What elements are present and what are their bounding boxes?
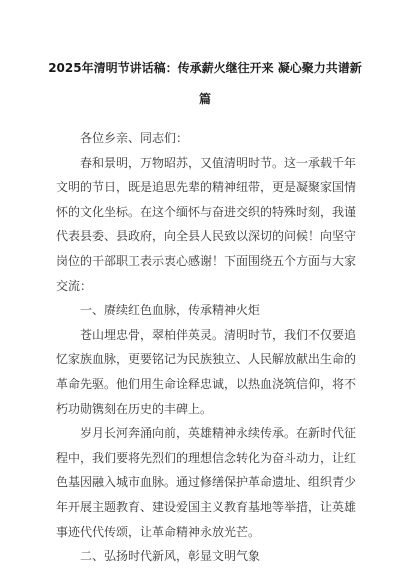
title-line-1: 2025年清明节讲话稿：传承薪火继往开来 凝心聚力共谱新 (48, 61, 362, 75)
section-heading-2: 二、弘扬时代新风，彰显文明气象 (80, 549, 261, 564)
section-heading-1: 一、赓续红色血脉，传承精神火炬 (80, 303, 261, 318)
greeting: 各位乡亲、同志们： (80, 131, 189, 145)
paragraph-section1-a: 苍山埋忠骨，翠柏伴英灵。清明时节，我们不仅要追忆家族血脉，更要铭记为民族独立、人民解放献出生命的革命先驱。他们用生命诠释忠诚，以热血浇筑信仰，将不朽功勋镌刻在历史的丰碑上。 (56, 327, 357, 416)
paragraph-intro: 春和景明，万物昭苏，又值清明时节。这一承载千年文明的节日，既是追思先辈的精神纽带，更是凝聚家国情怀的文化坐标。在这个缅怀与奋进交织的特殊时刻，我谨代表县委、县政府，向全县人民致以深切的问候！向坚守岗位的干部职工表示衷心感谢！下面围绕五个方面与大家交流： (56, 155, 357, 293)
paragraph-section1-b: 岁月长河奔涌向前，英雄精神永续传承。在新时代征程中，我们要将先烈们的理想信念转化为奋斗动力，让红色基因融入城市血脉。通过修缮保护革命遗址、组织青少年开展主题教育、建设爱国主义教育基地等举措，让英雄事迹代代传颂，让革命精神永放光芒。 (56, 426, 357, 539)
document-title (40, 53, 370, 115)
document-body (56, 126, 356, 569)
title-line-2: 篇 (198, 92, 211, 106)
